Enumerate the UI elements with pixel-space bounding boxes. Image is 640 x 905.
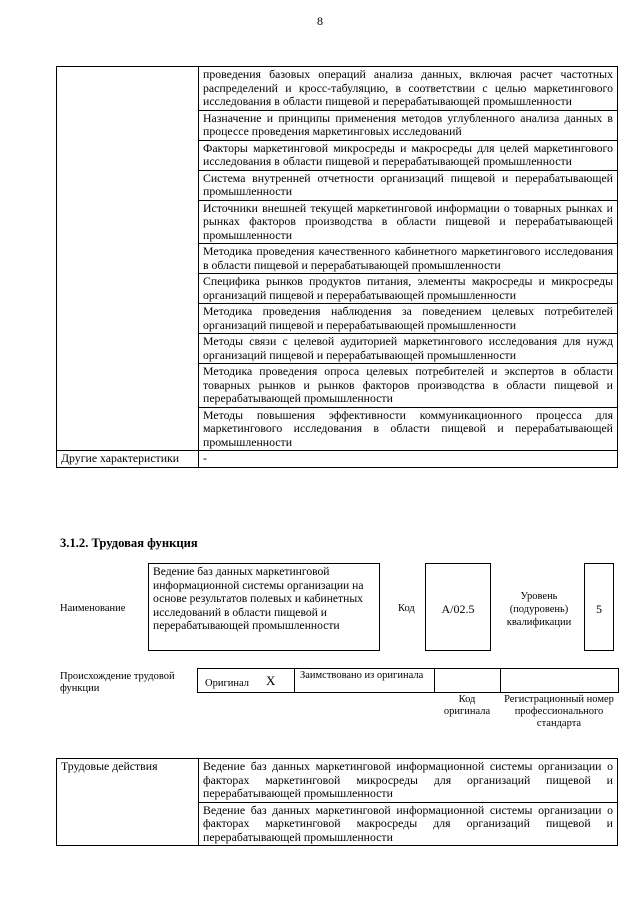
- table-cell: Система внутренней отчетности организаций пищевой и перерабатывающей промышленности: [199, 170, 618, 200]
- original-mark: X: [266, 673, 276, 688]
- knowledge-label-cell: [57, 67, 199, 451]
- level-box: 5: [584, 563, 614, 651]
- divider: [434, 669, 435, 692]
- table-cell: Факторы маркетинговой микросреды и макросреды для целей маркетингового исследования в области пищевой и перерабатывающей промышленности: [199, 140, 618, 170]
- other-characteristics-value: -: [199, 451, 618, 468]
- section-title: 3.1.2. Трудовая функция: [60, 536, 198, 550]
- table-cell: Методика проведения опроса целевых потребителей и экспертов в области товарных рынков и рынков факторов производства в области пищевой и перерабатывающей промышленности: [199, 364, 618, 408]
- knowledge-table: [56, 66, 618, 468]
- table-cell: Методика проведения наблюдения за поведением целевых потребителей организаций пищевой и перерабатывающей промышленности: [199, 304, 618, 334]
- labor-actions-table: [56, 758, 618, 846]
- original-label: Оригинал: [205, 678, 249, 689]
- other-characteristics-label: Другие характеристики: [57, 451, 199, 468]
- table-row: [57, 451, 618, 468]
- table-cell: Назначение и принципы применения методов углубленного анализа данных в процессе проведения маркетинговых исследований: [199, 110, 618, 140]
- code-box: A/02.5: [425, 563, 491, 651]
- table-cell: Специфика рынков продуктов питания, элементы макросреды и микросреды организаций пищевой и перерабатывающей промышленности: [199, 274, 618, 304]
- table-cell: Источники внешней текущей маркетинговой информации о товарных рынках и рынках факторов производства в области пищевой и перерабатывающей промышленности: [199, 200, 618, 244]
- registration-number-caption: Регистрационный номер профессионального стандарта: [504, 694, 614, 729]
- borrowed-label: Заимствовано из оригинала: [300, 670, 424, 681]
- table-row: [57, 67, 618, 111]
- divider: [294, 669, 295, 692]
- page-number: 8: [317, 14, 323, 28]
- labor-actions-label: Трудовые действия: [57, 759, 199, 846]
- function-name-box: Ведение баз данных маркетинговой информационной системы организации на основе результатов полевых и кабинетных исследований в области пищевой и перерабатывающей промышленности: [148, 563, 380, 651]
- table-cell: Методы связи с целевой аудиторией маркетингового исследования для нужд организаций пищевой и перерабатывающей промышленности: [199, 334, 618, 364]
- table-cell: Ведение баз данных маркетинговой информационной системы организации о факторах маркетинговой микросреды для организаций пищевой и перерабатывающей промышленности: [199, 759, 618, 803]
- table-cell: Ведение баз данных маркетинговой информационной системы организации о факторах маркетинговой макросреды для организаций пищевой и перерабатывающей промышленности: [199, 802, 618, 846]
- origin-box: [197, 668, 619, 693]
- divider: [500, 669, 501, 692]
- code-label: Код: [398, 603, 415, 614]
- code-original-caption: Код оригинала: [443, 694, 491, 717]
- name-label: Наименование: [60, 603, 126, 614]
- origin-label: Происхождение трудовой функции: [60, 671, 175, 694]
- table-cell: проведения базовых операций анализа данных, включая расчет частотных распределений и кросс-табуляцию, в соответствии с целью маркетингового исследования в области пищевой и перерабатывающей промышленности: [199, 67, 618, 111]
- table-cell: Методы повышения эффективности коммуникационного процесса для маркетингового исследования в области пищевой и перерабатывающей промышленности: [199, 407, 618, 451]
- qualification-level-label: Уровень (подуровень) квалификации: [506, 591, 572, 628]
- table-cell: Методика проведения качественного кабинетного маркетингового исследования в области пищевой и перерабатывающей промышленности: [199, 244, 618, 274]
- table-row: [57, 759, 618, 803]
